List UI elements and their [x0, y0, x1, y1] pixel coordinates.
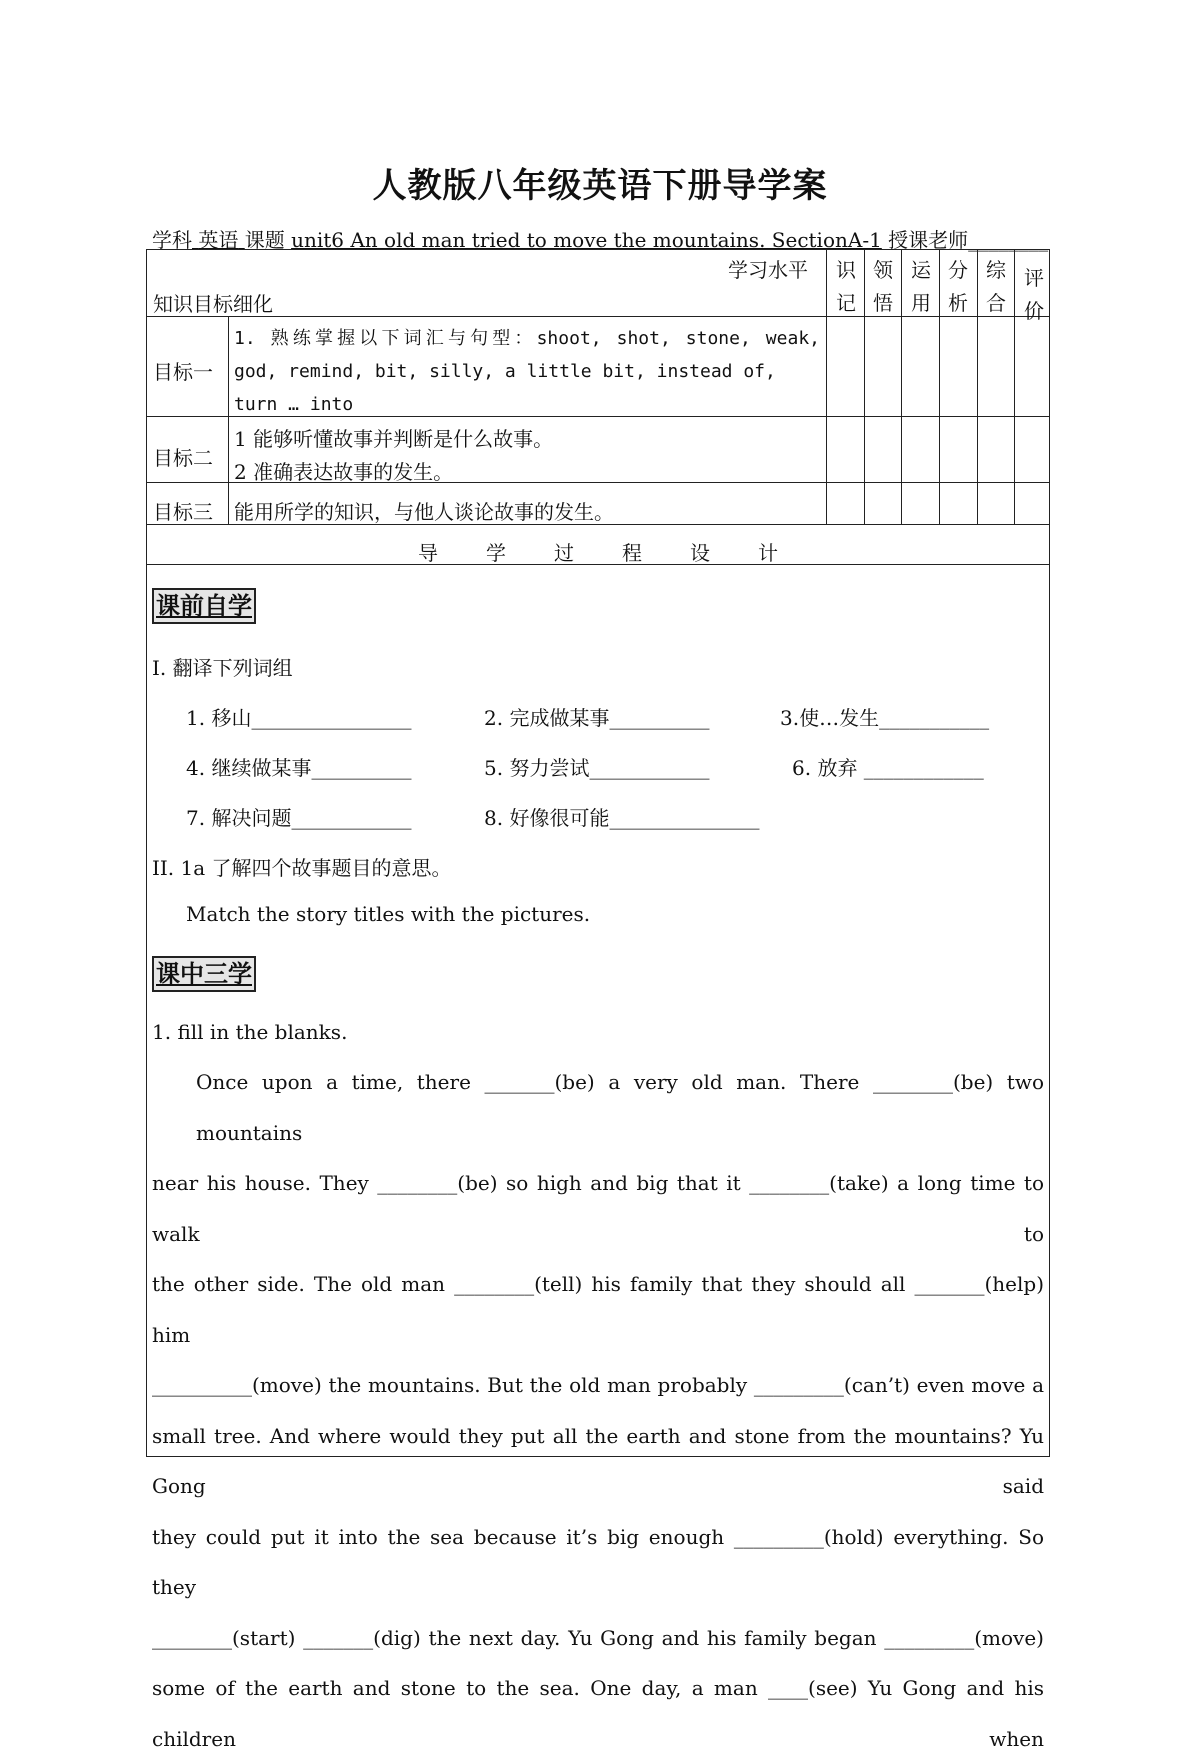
- phrase-item: 3.使…发生___________: [780, 706, 990, 730]
- topic-value: unit6 An old man tried to move the mountains. SectionA-1: [291, 228, 882, 252]
- part2-instruction: Match the story titles with the pictures.: [186, 902, 591, 926]
- level-evaluate: 评 价: [1024, 266, 1044, 323]
- task-title: 1. fill in the blanks.: [152, 1020, 348, 1044]
- inclass-heading: 课中三学: [152, 956, 256, 992]
- preclass-heading: 课前自学: [152, 588, 256, 624]
- phrase-item: 4. 继续做某事__________: [186, 756, 412, 780]
- subject-value: 英语: [198, 228, 239, 252]
- phrase-item: 7. 解决问题____________: [186, 806, 412, 830]
- phrase-item: 5. 努力尝试____________: [484, 756, 710, 780]
- goal-text-line: turn … into: [234, 394, 354, 415]
- level-remember: 识 记: [836, 258, 856, 315]
- paragraph-line: some of the earth and stone to the sea. One day, a man ____(see) Yu Gong and his children when: [152, 1676, 1044, 1751]
- paragraph-line: the other side. The old man ________(tell) his family that they should all _______(help) him: [152, 1272, 1044, 1347]
- subject-label: 学科: [152, 228, 192, 252]
- paragraph-line: __________(move) the mountains. But the old man probably _________(can’t) even move a: [152, 1373, 1044, 1397]
- phrase-item: 1. 移山________________: [186, 706, 412, 730]
- fill-blanks-paragraph: [152, 1057, 1044, 1764]
- grid-line: [826, 249, 827, 524]
- page-title: 人教版八年级英语下册导学案: [372, 166, 828, 206]
- knowledge-header: 知识目标细化: [153, 292, 273, 316]
- goal-text-line: god, remind, bit, silly, a little bit, instead of,: [234, 361, 776, 382]
- grid-line: [1014, 249, 1015, 524]
- level-synthesize: 综 合: [986, 258, 1006, 315]
- phrase-item: 6. 放弃 ____________: [792, 756, 984, 780]
- paragraph-line: small tree. And where would they put all the earth and stone from the mountains? Yu Gong said: [152, 1423, 1044, 1498]
- process-design-title: 导 学 过 程 设 计: [418, 541, 778, 565]
- teacher-blank: ________: [968, 228, 1049, 252]
- part2-title: II. 1a 了解四个故事题目的意思。: [152, 856, 452, 880]
- level-understand: 领 悟: [873, 258, 893, 315]
- level-header: 学习水平: [728, 258, 808, 282]
- phrase-item: 2. 完成做某事__________: [484, 706, 710, 730]
- paragraph-line: near his house. They ________(be) so high and big that it ________(take) a long time to walk to: [152, 1171, 1044, 1246]
- level-analyze: 分 析: [948, 258, 968, 315]
- topic-label: 课题: [244, 228, 285, 252]
- grid-line: [228, 316, 229, 524]
- paragraph-line: they could put it into the sea because it’s big enough _________(hold) everything. So they: [152, 1524, 1044, 1599]
- goal-label: 目标三: [153, 500, 213, 524]
- goal-label: 目标二: [153, 446, 213, 470]
- goal-text-line: 能用所学的知识，与他人谈论故事的发生。: [234, 500, 614, 524]
- part1-title: I. 翻译下列词组: [152, 656, 293, 680]
- goal-label: 目标一: [153, 360, 213, 384]
- teacher-label: 授课老师: [888, 228, 969, 252]
- goal-text-line: 1. 熟练掌握以下词汇与句型：shoot, shot, stone, weak,: [234, 328, 820, 349]
- goal-text-line: 1 能够听懂故事并判断是什么故事。: [234, 427, 554, 451]
- paragraph-line: Once upon a time, there _______(be) a very old man. There ________(be) two mountains: [196, 1070, 1044, 1145]
- phrase-item: 8. 好像很可能_______________: [484, 806, 760, 830]
- grid-line: [901, 249, 902, 524]
- level-apply: 运 用: [911, 258, 931, 315]
- paragraph-line: ________(start) _______(dig) the next day. Yu Gong and his family began _________(move): [152, 1625, 1044, 1650]
- goal-text-line: 2 准确表达故事的发生。: [234, 460, 454, 484]
